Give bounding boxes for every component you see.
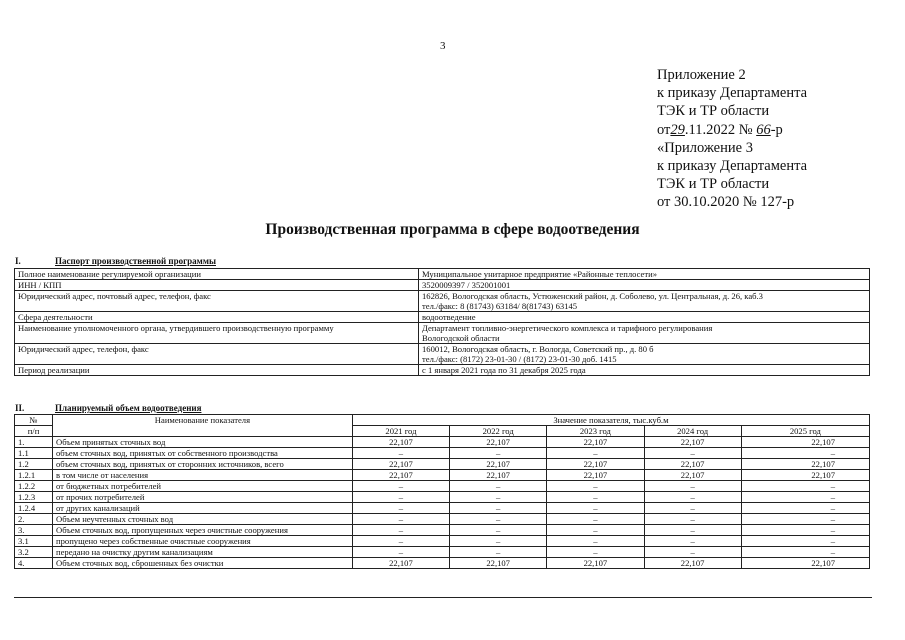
passport-value-line: Муниципальное унитарное предприятие «Районные теплосети»: [422, 269, 658, 279]
row-number: 1.2.2: [15, 481, 53, 492]
row-value: 22,107: [741, 437, 869, 448]
row-name: Объем сточных вод, сброшенных без очистки: [53, 558, 353, 569]
row-value: –: [741, 536, 869, 547]
row-value: –: [352, 448, 449, 459]
bottom-rule: [14, 597, 872, 598]
row-value: 22,107: [644, 459, 741, 470]
appendix-line: ТЭК и ТР области: [657, 103, 770, 120]
passport-value-line: тел./факс: 8 (81743) 63184/ 8(81743) 63145: [422, 301, 578, 311]
passport-value: [419, 312, 870, 323]
row-name: пропущено через собственные очистные сооружения: [53, 536, 353, 547]
row-value: –: [741, 514, 869, 525]
row-value: –: [352, 547, 449, 558]
passport-label: Полное наименование регулируемой организации: [15, 269, 419, 280]
row-value: 22,107: [547, 470, 644, 481]
row-value: 22,107: [741, 470, 869, 481]
handwritten-order-number: 66: [756, 121, 771, 138]
row-name: передано на очистку другим канализациям: [53, 547, 353, 558]
passport-value: [419, 365, 870, 376]
row-name: Объем сточных вод, пропущенных через очистные сооружения: [53, 525, 353, 536]
appendix-line: от 30.10.2020 № 127-р: [657, 194, 795, 211]
passport-value: [419, 291, 870, 312]
header-number: №: [15, 415, 53, 426]
row-value: 22,107: [547, 459, 644, 470]
row-number: 1.1: [15, 448, 53, 459]
year-header: 2021 год: [352, 426, 449, 437]
passport-row: [15, 365, 870, 376]
year-header: 2025 год: [741, 426, 869, 437]
row-value: –: [644, 547, 741, 558]
row-name: от прочих потребителей: [53, 492, 353, 503]
table-header-row: [15, 415, 870, 426]
row-value: –: [352, 503, 449, 514]
appendix-date-line: [657, 121, 807, 139]
row-value: 22,107: [644, 558, 741, 569]
passport-row: [15, 280, 870, 291]
passport-label: Наименование уполномоченного органа, утвердившего производственную программу: [15, 323, 419, 344]
row-number: 2.: [15, 514, 53, 525]
row-name: объем сточных вод, принятых от собственного производства: [53, 448, 353, 459]
row-value: –: [741, 481, 869, 492]
row-number: 3.1: [15, 536, 53, 547]
passport-row: [15, 312, 870, 323]
row-value: –: [547, 514, 644, 525]
section-number: I.: [15, 256, 21, 266]
passport-label: ИНН / КПП: [15, 280, 419, 291]
row-value: –: [450, 525, 547, 536]
passport-value: [419, 344, 870, 365]
row-value: –: [450, 448, 547, 459]
row-value: –: [352, 536, 449, 547]
row-value: 22,107: [547, 558, 644, 569]
volume-row: [15, 448, 870, 459]
row-value: 22,107: [741, 459, 869, 470]
row-name: Объем принятых сточных вод: [53, 437, 353, 448]
appendix-line: к приказу Департамента: [657, 158, 808, 175]
passport-label: Сфера деятельности: [15, 312, 419, 323]
row-value: –: [547, 547, 644, 558]
passport-label: Юридический адрес, телефон, факс: [15, 344, 419, 365]
row-value: –: [644, 448, 741, 459]
date-prefix: от: [657, 121, 671, 138]
passport-value-line: водоотведение: [422, 312, 476, 322]
row-value: –: [352, 525, 449, 536]
row-value: –: [741, 547, 869, 558]
row-value: –: [547, 503, 644, 514]
volume-row: [15, 547, 870, 558]
row-value: –: [352, 481, 449, 492]
row-value: –: [644, 525, 741, 536]
row-value: –: [644, 536, 741, 547]
row-value: 22,107: [450, 558, 547, 569]
row-value: –: [741, 492, 869, 503]
volume-row: [15, 470, 870, 481]
appendix-line: к приказу Департамента: [657, 85, 808, 102]
year-header: 2022 год: [450, 426, 547, 437]
row-value: –: [450, 536, 547, 547]
row-value: –: [644, 503, 741, 514]
passport-value-line: с 1 января 2021 года по 31 декабря 2025 года: [422, 365, 586, 375]
section-1-heading: [15, 256, 216, 266]
volume-row: [15, 437, 870, 448]
handwritten-day: 29: [670, 121, 685, 138]
section-title: Паспорт производственной программы: [55, 256, 216, 266]
row-value: 22,107: [450, 459, 547, 470]
passport-value-line: тел./факс: (8172) 23-01-30 / (8172) 23-01-30 доб. 1415: [422, 354, 617, 364]
year-header: 2023 год: [547, 426, 644, 437]
row-name: объем сточных вод, принятых от сторонних источников, всего: [53, 459, 353, 470]
passport-label: Юридический адрес, почтовый адрес, телефон, факс: [15, 291, 419, 312]
row-value: –: [741, 503, 869, 514]
passport-value-line: 162826, Вологодская область, Устюженский район, д. Соболево, ул. Центральная, д. 26, каб.3: [422, 291, 763, 301]
passport-value-line: 3520009397 / 352001001: [422, 280, 511, 290]
volume-row: [15, 459, 870, 470]
volume-row: [15, 481, 870, 492]
passport-value-line: 160012, Вологодская область, г. Вологда, Советский пр., д. 80 б: [422, 344, 654, 354]
year-header: 2024 год: [644, 426, 741, 437]
row-value: –: [547, 525, 644, 536]
volume-row: [15, 514, 870, 525]
row-value: 22,107: [644, 470, 741, 481]
row-name: в том числе от населения: [53, 470, 353, 481]
row-number: 3.: [15, 525, 53, 536]
section-2-heading: [15, 403, 201, 413]
row-number: 3.2: [15, 547, 53, 558]
appendix-block: [657, 66, 807, 212]
passport-row: [15, 291, 870, 312]
row-value: –: [547, 492, 644, 503]
volume-row: [15, 492, 870, 503]
row-value: –: [450, 503, 547, 514]
row-value: –: [450, 492, 547, 503]
row-number: 1.2.4: [15, 503, 53, 514]
row-value: –: [547, 481, 644, 492]
row-value: 22,107: [450, 437, 547, 448]
header-value: Значение показателя, тыс.куб.м: [352, 415, 869, 426]
row-value: –: [547, 448, 644, 459]
row-value: –: [547, 536, 644, 547]
row-name: от других канализаций: [53, 503, 353, 514]
row-number: 1.2.1: [15, 470, 53, 481]
passport-value: [419, 269, 870, 280]
passport-row: [15, 323, 870, 344]
date-rest: .11.2022 №: [684, 121, 753, 138]
row-value: 22,107: [741, 558, 869, 569]
appendix-line: ТЭК и ТР области: [657, 176, 770, 193]
page-number: 3: [440, 40, 446, 52]
volume-row: [15, 536, 870, 547]
volume-table: [14, 414, 870, 569]
row-value: –: [644, 492, 741, 503]
row-value: 22,107: [352, 459, 449, 470]
volume-row: [15, 525, 870, 536]
document-title: Производственная программа в сфере водоотведения: [265, 221, 640, 238]
row-value: –: [450, 481, 547, 492]
volume-row: [15, 558, 870, 569]
appendix-line: Приложение 2: [657, 67, 746, 83]
row-value: –: [450, 514, 547, 525]
passport-label: Период реализации: [15, 365, 419, 376]
row-value: 22,107: [644, 437, 741, 448]
row-value: –: [352, 514, 449, 525]
row-number: 1.2.3: [15, 492, 53, 503]
passport-row: [15, 344, 870, 365]
passport-row: [15, 269, 870, 280]
header-number-2: п/п: [15, 426, 53, 437]
passport-value: [419, 323, 870, 344]
row-value: –: [450, 547, 547, 558]
row-value: –: [352, 492, 449, 503]
passport-value-line: Департамент топливно-энергетического комплекса и тарифного регулирования: [422, 323, 713, 333]
row-value: –: [644, 514, 741, 525]
section-title: Планируемый объем водоотведения: [55, 403, 202, 413]
row-value: 22,107: [352, 558, 449, 569]
row-number: 1.: [15, 437, 53, 448]
row-name: Объем неучтенных сточных вод: [53, 514, 353, 525]
row-value: 22,107: [547, 437, 644, 448]
passport-value: [419, 280, 870, 291]
row-value: –: [741, 448, 869, 459]
row-value: –: [644, 481, 741, 492]
order-suffix: -р: [770, 121, 783, 138]
row-value: 22,107: [352, 437, 449, 448]
row-number: 4.: [15, 558, 53, 569]
appendix-line: «Приложение 3: [657, 139, 753, 156]
row-value: 22,107: [450, 470, 547, 481]
row-value: 22,107: [352, 470, 449, 481]
passport-value-line: Вологодской области: [422, 333, 500, 343]
volume-row: [15, 503, 870, 514]
header-name: Наименование показателя: [53, 415, 353, 437]
row-value: –: [741, 525, 869, 536]
passport-table: [14, 268, 870, 376]
row-number: 1.2: [15, 459, 53, 470]
section-number: II.: [15, 403, 25, 413]
row-name: от бюджетных потребителей: [53, 481, 353, 492]
